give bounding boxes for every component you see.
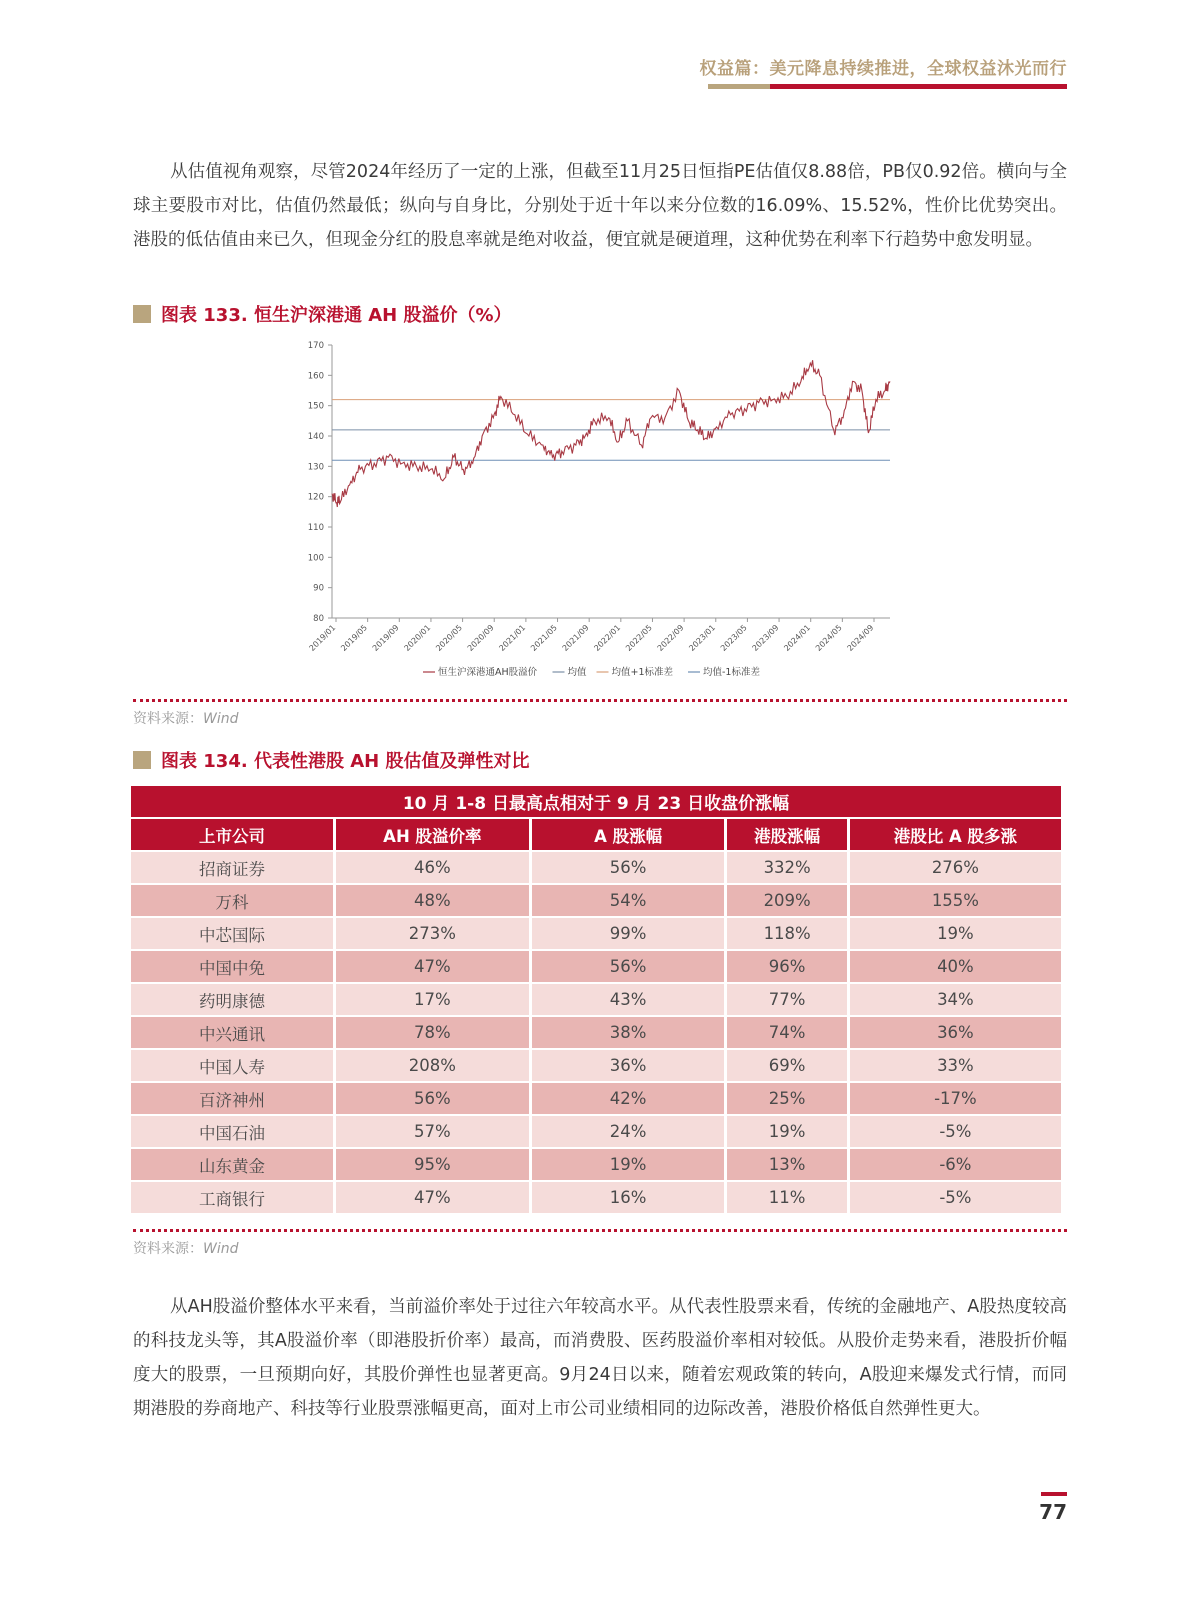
legend-label: 均值-1标准差 (703, 667, 760, 678)
table-cell: 155% (850, 885, 1061, 916)
ah-premium-line (332, 360, 890, 507)
table-cell: 208% (336, 1050, 529, 1081)
header-bar-red (770, 84, 1067, 89)
table-cell: 69% (727, 1050, 846, 1081)
table-cell: 332% (727, 852, 846, 883)
divider-dotted (133, 1229, 1067, 1232)
table-column-header: 上市公司 (131, 819, 333, 850)
table-cell: 24% (532, 1116, 725, 1147)
table-column-header: A 股涨幅 (532, 819, 725, 850)
table-cell: 药明康德 (131, 984, 333, 1015)
table-cell: 95% (336, 1149, 529, 1180)
table-cell: 57% (336, 1116, 529, 1147)
table-row (131, 852, 1061, 883)
y-tick-label: 120 (307, 492, 324, 503)
table-cell: -5% (850, 1116, 1061, 1147)
table-cell: -17% (850, 1083, 1061, 1114)
table-cell: 36% (532, 1050, 725, 1081)
y-tick-label: 130 (307, 462, 324, 473)
table-cell: 11% (727, 1182, 846, 1213)
table-row (131, 984, 1061, 1015)
x-tick-label: 2024/05 (813, 623, 844, 653)
table-row (131, 918, 1061, 949)
table-row (131, 1050, 1061, 1081)
y-tick-label: 110 (307, 523, 324, 533)
table-cell: 46% (336, 852, 529, 883)
figure-133-title-text: 图表 133. 恒生沪深港通 AH 股溢价（%） (161, 305, 512, 326)
table-cell: 19% (727, 1116, 846, 1147)
table-cell: 47% (336, 951, 529, 982)
table-header-row (131, 819, 1061, 850)
table-body (131, 852, 1061, 1213)
x-tick-label: 2021/09 (560, 623, 591, 653)
figure-square-icon (133, 751, 151, 769)
x-tick-label: 2021/01 (497, 623, 528, 653)
figure-134-title (133, 750, 529, 770)
x-tick-label: 2021/05 (529, 623, 559, 653)
table-cell: 48% (336, 885, 529, 916)
figure-134-title-text: 图表 134. 代表性港股 AH 股估值及弹性对比 (161, 751, 530, 772)
y-tick-label: 100 (307, 553, 324, 564)
source-note (133, 708, 239, 728)
table-column-header: 港股比 A 股多涨 (850, 819, 1061, 850)
ah-valuation-table (128, 784, 1064, 1215)
table-cell: 77% (727, 984, 846, 1015)
table-cell: 273% (336, 918, 529, 949)
table-row (131, 885, 1061, 916)
x-tick-label: 2019/01 (307, 623, 338, 653)
table-cell: 99% (532, 918, 725, 949)
y-tick-label: 140 (307, 432, 324, 442)
header-title: 权益篇：美元降息持续推进，全球权益沐光而行 (699, 59, 1067, 79)
table-cell: 19% (850, 918, 1061, 949)
table-cell: 74% (727, 1017, 846, 1048)
x-tick-label: 2024/09 (845, 623, 876, 653)
table-cell: 33% (850, 1050, 1061, 1081)
table-cell: 209% (727, 885, 846, 916)
table-cell: 36% (850, 1017, 1061, 1048)
table-cell: 13% (727, 1149, 846, 1180)
table-cell: 40% (850, 951, 1061, 982)
source-label: 资料来源： (133, 711, 203, 727)
table-super-header: 10 月 1-8 日最高点相对于 9 月 23 日收盘价涨幅 (131, 786, 1061, 817)
legend-label: 均值+1标准差 (611, 667, 674, 678)
source-name: Wind (203, 1241, 239, 1257)
table-cell: 山东黄金 (131, 1149, 333, 1180)
table-cell: -5% (850, 1182, 1061, 1213)
table-cell: 万科 (131, 885, 333, 916)
paragraph-valuation (133, 155, 1067, 257)
table-cell: 中国中免 (131, 951, 333, 982)
table-cell: 56% (336, 1083, 529, 1114)
table-cell: 42% (532, 1083, 725, 1114)
table-cell: 56% (532, 852, 725, 883)
table-cell: 16% (532, 1182, 725, 1213)
table-column-header: 港股涨幅 (727, 819, 846, 850)
table-cell: 54% (532, 885, 725, 916)
table-cell: 25% (727, 1083, 846, 1114)
x-tick-label: 2020/09 (465, 623, 496, 653)
header-bar-gold (708, 84, 770, 89)
table-cell: 96% (727, 951, 846, 982)
page-number: 77 (1039, 1500, 1067, 1524)
x-tick-label: 2019/09 (370, 623, 401, 653)
table-cell: 百济神州 (131, 1083, 333, 1114)
table-column-header: AH 股溢价率 (336, 819, 529, 850)
table-cell: 19% (532, 1149, 725, 1180)
table-cell: 276% (850, 852, 1061, 883)
table-cell: 中国人寿 (131, 1050, 333, 1081)
source-label: 资料来源： (133, 1241, 203, 1257)
figure-square-icon (133, 305, 151, 323)
table-cell: 中兴通讯 (131, 1017, 333, 1048)
x-tick-label: 2022/01 (592, 623, 623, 653)
table-cell: -6% (850, 1149, 1061, 1180)
table-row (131, 1182, 1061, 1213)
table-cell: 招商证券 (131, 852, 333, 883)
x-tick-label: 2022/09 (655, 623, 686, 653)
table-cell: 34% (850, 984, 1061, 1015)
y-tick-label: 170 (307, 341, 324, 351)
table-cell: 47% (336, 1182, 529, 1213)
x-tick-label: 2020/01 (402, 623, 433, 653)
x-tick-label: 2022/05 (624, 623, 654, 653)
divider-dotted (133, 699, 1067, 702)
table-row (131, 1083, 1061, 1114)
x-tick-label: 2023/09 (750, 623, 781, 653)
y-tick-label: 160 (307, 371, 324, 382)
table-cell: 工商银行 (131, 1182, 333, 1213)
y-tick-label: 150 (307, 401, 324, 412)
table-cell: 17% (336, 984, 529, 1015)
table-cell: 中国石油 (131, 1116, 333, 1147)
x-tick-label: 2019/05 (339, 623, 370, 653)
table-cell: 78% (336, 1017, 529, 1048)
table-cell: 56% (532, 951, 725, 982)
paragraph-ah-analysis (133, 1290, 1067, 1426)
table-cell: 118% (727, 918, 846, 949)
source-name: Wind (203, 711, 239, 727)
y-tick-label: 80 (313, 614, 324, 624)
table-row (131, 951, 1061, 982)
table-cell: 38% (532, 1017, 725, 1048)
table-row (131, 1149, 1061, 1180)
table-cell: 43% (532, 984, 725, 1015)
paragraph-valuation-text: 从估值视角观察，尽管2024年经历了一定的上涨，但截至11月25日恒指PE估值仅8.88倍，PB仅0.92倍。横向与全球主要股市对比，估值仍然最低；纵向与自身比，分别处于近十年以来分位数的16.09%、15.52%，性价比优势突出。港股的低估值由来已久，但现金分红的股息率就是绝对收益，便宜就是硬道理，这种优势在利率下行趋势中愈发明显。 (133, 162, 1067, 250)
y-tick-label: 90 (313, 583, 324, 594)
x-tick-label: 2020/05 (434, 623, 465, 653)
legend-label: 均值 (567, 667, 587, 678)
figure-133-title (133, 304, 512, 324)
legend-label: 恒生沪深港通AH股溢价 (438, 667, 538, 678)
x-tick-label: 2023/05 (718, 623, 749, 653)
ah-premium-chart (290, 334, 910, 694)
paragraph-ah-analysis-text: 从AH股溢价整体水平来看，当前溢价率处于过往六年较高水平。从代表性股票来看，传统的金融地产、A股热度较高的科技龙头等，其A股溢价率（即港股折价率）最高，而消费股、医药股溢价率相对较低。从股价走势来看，港股折价幅度大的股票，一旦预期向好，其股价弹性也显著更高。9月24日以来，随着宏观政策的转向，A股迎来爆发式行情，而同期港股的券商地产、科技等行业股票涨幅更高，面对上市公司业绩相同的边际改善，港股价格低自然弹性更大。 (133, 1297, 1067, 1419)
table-cell: 中芯国际 (131, 918, 333, 949)
table-row (131, 1116, 1061, 1147)
table-row (131, 1017, 1061, 1048)
x-tick-label: 2024/01 (782, 623, 813, 653)
page-number-rule (1041, 1492, 1067, 1496)
source-note (133, 1238, 239, 1258)
x-tick-label: 2023/01 (687, 623, 718, 653)
